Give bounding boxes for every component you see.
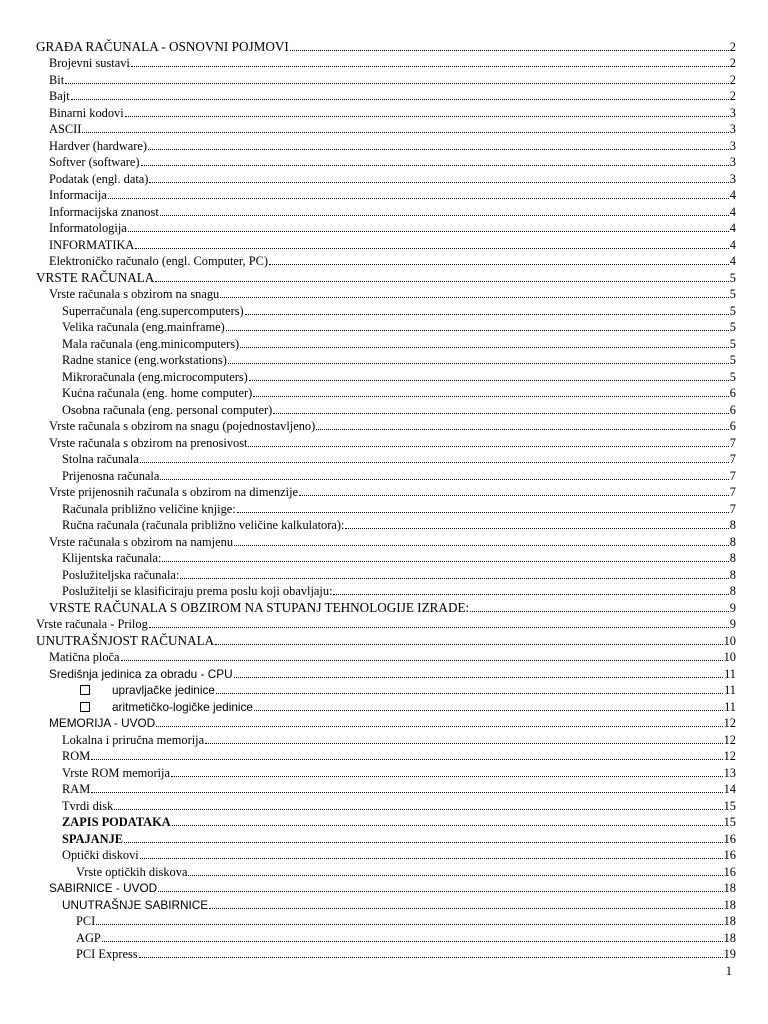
- toc-entry-text: Kućna računala (eng. home computer): [62, 386, 253, 400]
- toc-entry-link[interactable]: [49, 69, 736, 87]
- toc-entry-link[interactable]: [62, 349, 736, 367]
- toc-entry-link[interactable]: [62, 795, 736, 813]
- table-of-contents: [0, 37, 768, 961]
- dot-leader: [172, 811, 723, 826]
- dot-leader: [149, 168, 728, 183]
- toc-entry-text: Poslužiteljska računala:: [62, 567, 180, 582]
- dot-leader: [135, 234, 728, 249]
- toc-entry-link[interactable]: [49, 217, 736, 235]
- dot-leader: [226, 316, 729, 331]
- dot-leader: [220, 283, 729, 298]
- dot-leader: [253, 382, 729, 397]
- toc-entry-text: Mikroračunala (eng.microcomputers): [62, 369, 248, 384]
- toc-entry-page: 4: [729, 221, 736, 235]
- toc-entry-link[interactable]: [62, 580, 736, 598]
- toc-entry-text: Bajt: [49, 89, 70, 103]
- toc-entry-text: Računala približno veličine knjige:: [62, 501, 236, 516]
- toc-entry-page: 7: [729, 485, 736, 499]
- toc-entry-page: 3: [729, 138, 736, 153]
- toc-entry-link[interactable]: [76, 910, 736, 928]
- dot-leader: [128, 217, 729, 232]
- toc-entry-link[interactable]: [49, 184, 736, 202]
- dot-leader: [140, 844, 723, 859]
- toc-entry-link[interactable]: [49, 168, 736, 186]
- toc-entry-page: 5: [729, 270, 736, 285]
- toc-entry-text: UNUTRAŠNJE SABIRNICE: [62, 897, 209, 912]
- toc-entry-page: 11: [724, 666, 736, 681]
- toc-entry-text: Klijentska računala:: [62, 551, 162, 565]
- toc-entry-text: Hardver (hardware): [49, 138, 148, 153]
- toc-entry-link[interactable]: [62, 300, 736, 318]
- toc-entry-link[interactable]: [49, 481, 736, 499]
- toc-entry-page: 9: [729, 617, 736, 631]
- dot-leader: [205, 729, 723, 744]
- dot-leader: [162, 547, 728, 562]
- toc-entry-page: 6: [729, 402, 736, 417]
- toc-entry-link[interactable]: [36, 36, 736, 54]
- toc-entry-link[interactable]: [36, 267, 736, 285]
- toc-entry-text: PCI Express: [76, 947, 138, 961]
- dot-leader: [254, 696, 723, 711]
- dot-leader: [65, 69, 729, 84]
- toc-entry-text: RAM: [62, 782, 91, 796]
- toc-entry-text: Ručna računala (računala približno veličine kalkulatora):: [62, 518, 345, 532]
- toc-entry-text: Vrste prijenosnih računala s obzirom na dimenzije: [49, 485, 299, 499]
- toc-entry-text: UNUTRAŠNJOST RAČUNALA: [36, 632, 215, 648]
- toc-entry-text: Radne stanice (eng.workstations): [62, 353, 227, 367]
- toc-entry-text: Mala računala (eng.minicomputers): [62, 336, 240, 351]
- toc-entry-text: VRSTE RAČUNALA S OBZIROM NA STUPANJ TEHNOLOGIJE IZRADE:: [49, 599, 470, 615]
- toc-entry-page: 6: [729, 386, 736, 400]
- toc-entry-link[interactable]: [62, 333, 736, 351]
- toc-entry-text: Lokalna i priručna memorija: [62, 732, 205, 747]
- toc-entry-link[interactable]: [80, 679, 736, 697]
- dot-leader: [149, 613, 729, 628]
- toc-entry-page: 3: [729, 155, 736, 169]
- toc-entry-page: 18: [723, 914, 736, 928]
- toc-entry-link[interactable]: [62, 547, 736, 565]
- toc-entry-text: Superračunala (eng.supercomputers): [62, 303, 244, 318]
- toc-entry-link[interactable]: [62, 316, 736, 334]
- toc-entry-link[interactable]: [49, 201, 736, 219]
- toc-entry-text: Vrste računala s obzirom na snagu (pojednostavljeno): [49, 419, 316, 433]
- toc-entry-page: 15: [723, 815, 736, 829]
- dot-leader: [269, 250, 729, 265]
- dot-leader: [139, 943, 723, 958]
- toc-entry-page: 7: [729, 468, 736, 483]
- toc-entry-page: 3: [729, 105, 736, 120]
- dot-leader: [102, 927, 723, 942]
- toc-entry-text: aritmetičko-logičke jedinice: [112, 699, 253, 714]
- toc-entry-link[interactable]: [49, 250, 736, 268]
- toc-entry-link[interactable]: [76, 943, 736, 961]
- toc-entry-page: 7: [729, 501, 736, 516]
- dot-leader: [160, 465, 728, 480]
- toc-entry-link[interactable]: [62, 366, 736, 384]
- toc-entry-text: ROM: [62, 749, 91, 763]
- dot-leader: [234, 531, 729, 546]
- dot-leader: [345, 514, 728, 529]
- dot-leader: [108, 184, 729, 199]
- toc-entry-page: 5: [729, 336, 736, 351]
- toc-entry-link[interactable]: [62, 498, 736, 516]
- toc-entry-link[interactable]: [49, 646, 736, 664]
- toc-entry-text: Prijenosna računala: [62, 468, 160, 483]
- page-number: 1: [725, 964, 732, 978]
- dot-leader: [290, 36, 729, 51]
- dot-leader: [91, 778, 722, 793]
- dot-leader: [237, 498, 729, 513]
- toc-entry-link[interactable]: [62, 745, 736, 763]
- toc-entry-page: 18: [723, 930, 736, 945]
- dot-leader: [180, 564, 728, 579]
- toc-entry-text: PCI: [76, 914, 96, 928]
- toc-entry-page: 4: [729, 237, 736, 252]
- toc-entry-link[interactable]: [62, 465, 736, 483]
- toc-entry-text: GRAĐA RAČUNALA - OSNOVNI POJMOVI: [36, 38, 289, 54]
- toc-entry-text: Elektroničko računalo (engl. Computer, PC): [49, 254, 269, 268]
- toc-entry-page: 9: [729, 600, 736, 615]
- toc-entry-text: Vrste računala s obzirom na namjenu: [49, 534, 234, 549]
- toc-entry-link[interactable]: [49, 151, 736, 169]
- dot-leader: [273, 399, 729, 414]
- toc-entry-text: Softver (software): [49, 155, 140, 169]
- dot-leader: [216, 679, 723, 694]
- toc-entry-text: Podatak (engl. data): [49, 171, 149, 186]
- toc-entry-link[interactable]: [49, 663, 736, 681]
- toc-entry-page: 2: [729, 89, 736, 103]
- toc-entry-page: 10: [723, 633, 736, 648]
- toc-entry-page: 18: [723, 897, 736, 912]
- toc-entry-text: SPAJANJE: [62, 831, 124, 846]
- toc-entry-page: 6: [729, 419, 736, 433]
- toc-entry-page: 10: [723, 650, 736, 664]
- toc-entry-page: 5: [729, 320, 736, 334]
- toc-entry-page: 5: [729, 287, 736, 301]
- toc-entry-link[interactable]: [49, 531, 736, 549]
- toc-entry-link[interactable]: [49, 712, 736, 730]
- dot-leader: [124, 828, 723, 843]
- toc-entry-page: 5: [729, 353, 736, 367]
- toc-entry-text: SABIRNICE - UVOD: [49, 881, 158, 895]
- toc-entry-link[interactable]: [49, 102, 736, 120]
- toc-entry-text: Optički diskovi: [62, 848, 139, 862]
- toc-entry-link[interactable]: [62, 448, 736, 466]
- dot-leader: [148, 135, 729, 150]
- toc-entry-text: Vrste ROM memorija: [62, 765, 171, 780]
- toc-entry-text: MEMORIJA - UVOD: [49, 716, 156, 730]
- toc-entry-link[interactable]: [49, 877, 736, 895]
- toc-entry-text: VRSTE RAČUNALA: [36, 269, 155, 285]
- dot-leader: [160, 201, 729, 216]
- toc-entry-link[interactable]: [62, 564, 736, 582]
- toc-entry-page: 12: [723, 716, 736, 730]
- dot-leader: [209, 894, 722, 909]
- toc-entry-link[interactable]: [76, 861, 736, 879]
- toc-entry-link[interactable]: [80, 696, 736, 714]
- toc-entry-text: AGP: [76, 930, 101, 945]
- toc-entry-page: 5: [729, 369, 736, 384]
- toc-entry-link[interactable]: [49, 234, 736, 252]
- toc-entry-link[interactable]: [36, 630, 736, 648]
- toc-entry[interactable]: [0, 945, 768, 962]
- toc-entry-text: Velika računala (eng.mainframe): [62, 320, 225, 334]
- toc-entry-text: Stolna računala: [62, 452, 139, 466]
- bullet-icon: [80, 702, 90, 712]
- dot-leader: [82, 118, 728, 133]
- toc-entry-page: 14: [723, 782, 736, 796]
- toc-entry-text: Bit: [49, 72, 65, 87]
- dot-leader: [71, 85, 729, 100]
- dot-leader: [215, 630, 722, 645]
- toc-entry-text: Tvrdi disk: [62, 798, 114, 813]
- toc-entry-text: Vrste računala s obzirom na prenosivost: [49, 435, 248, 450]
- dot-leader: [96, 910, 722, 925]
- toc-entry-page: 8: [729, 551, 736, 565]
- dot-leader: [249, 366, 729, 381]
- toc-entry-text: INFORMATIKA: [49, 237, 135, 252]
- toc-entry-page: 12: [723, 749, 736, 763]
- toc-entry-link[interactable]: [62, 382, 736, 400]
- toc-entry-page: 4: [729, 254, 736, 268]
- toc-entry-text: Osobna računala (eng. personal computer): [62, 402, 273, 417]
- dot-leader: [333, 580, 728, 595]
- toc-entry-page: 12: [723, 732, 736, 747]
- toc-entry-page: 2: [729, 72, 736, 87]
- toc-entry-page: 19: [723, 947, 736, 961]
- toc-entry-text: Poslužitelji se klasificiraju prema poslu koji obavljaju:: [62, 584, 333, 598]
- toc-entry-link[interactable]: [49, 85, 736, 103]
- toc-entry-link[interactable]: [49, 283, 736, 301]
- toc-entry-text: Vrste optičkih diskova: [76, 864, 188, 879]
- toc-entry-link[interactable]: [62, 828, 736, 846]
- toc-entry-text: upravljačke jedinice: [112, 683, 215, 697]
- dot-leader: [470, 597, 729, 612]
- toc-entry-text: ZAPIS PODATAKA: [62, 815, 171, 829]
- toc-entry-link[interactable]: [62, 514, 736, 532]
- toc-entry-page: 11: [724, 699, 736, 714]
- toc-entry-link[interactable]: [76, 927, 736, 945]
- dot-leader: [299, 481, 729, 496]
- toc-entry-link[interactable]: [62, 844, 736, 862]
- dot-leader: [248, 432, 728, 447]
- toc-entry-page: 3: [729, 122, 736, 136]
- dot-leader: [228, 349, 729, 364]
- dot-leader: [121, 646, 723, 661]
- toc-entry-page: 4: [729, 188, 736, 202]
- toc-entry-link[interactable]: [62, 729, 736, 747]
- toc-entry-page: 18: [723, 881, 736, 895]
- dot-leader: [125, 102, 729, 117]
- toc-entry-page: 2: [729, 39, 736, 54]
- toc-entry-link[interactable]: [49, 118, 736, 136]
- toc-entry-text: Matična ploča: [49, 650, 120, 664]
- toc-entry-link[interactable]: [49, 415, 736, 433]
- bullet-icon: [80, 685, 90, 695]
- dot-leader: [234, 663, 723, 678]
- toc-entry-page: 4: [729, 204, 736, 219]
- toc-entry-text: Vrste računala s obzirom na snagu: [49, 287, 220, 301]
- toc-entry-link[interactable]: [62, 811, 736, 829]
- toc-entry-text: Brojevni sustavi: [49, 56, 130, 70]
- toc-entry-page: 7: [729, 452, 736, 466]
- dot-leader: [171, 762, 723, 777]
- toc-entry-text: Informacijska znanost: [49, 204, 159, 219]
- toc-entry-text: Vrste računala - Prilog: [36, 617, 148, 631]
- toc-entry-page: 8: [729, 518, 736, 532]
- dot-leader: [131, 52, 729, 67]
- toc-entry-link[interactable]: [49, 597, 736, 615]
- toc-entry-text: Informacija: [49, 188, 107, 202]
- toc-entry-link[interactable]: [36, 613, 736, 631]
- toc-entry-page: 11: [724, 683, 736, 697]
- dot-leader: [141, 151, 729, 166]
- dot-leader: [245, 300, 729, 315]
- toc-entry-link[interactable]: [62, 894, 736, 912]
- dot-leader: [91, 745, 722, 760]
- toc-entry-text: Središnja jedinica za obradu - CPU: [49, 666, 233, 681]
- toc-entry-page: 15: [723, 798, 736, 813]
- dot-leader: [188, 861, 722, 876]
- toc-entry-link[interactable]: [49, 432, 736, 450]
- toc-entry-link[interactable]: [62, 399, 736, 417]
- toc-entry-page: 13: [723, 765, 736, 780]
- toc-entry-page: 7: [729, 435, 736, 450]
- toc-entry-page: 5: [729, 303, 736, 318]
- dot-leader: [316, 415, 729, 430]
- dot-leader: [240, 333, 729, 348]
- toc-entry-link[interactable]: [62, 762, 736, 780]
- toc-entry-page: 3: [729, 171, 736, 186]
- toc-entry-link[interactable]: [62, 778, 736, 796]
- toc-entry-page: 8: [729, 567, 736, 582]
- toc-entry-text: ASCII: [49, 122, 82, 136]
- toc-entry-title: [76, 947, 138, 961]
- toc-entry-page: 16: [723, 831, 736, 846]
- toc-entry-link[interactable]: [49, 52, 736, 70]
- dot-leader: [155, 267, 728, 282]
- toc-entry-page: 8: [729, 584, 736, 598]
- dot-leader: [156, 712, 722, 727]
- toc-entry-page: 2: [729, 56, 736, 70]
- dot-leader: [158, 877, 722, 892]
- dot-leader: [140, 448, 729, 463]
- toc-entry-page: 16: [723, 848, 736, 862]
- dot-leader: [114, 795, 722, 810]
- toc-entry-page: 8: [729, 534, 736, 549]
- toc-entry-text: Binarni kodovi: [49, 105, 124, 120]
- toc-entry-text: Informatologija: [49, 221, 127, 235]
- toc-entry-link[interactable]: [49, 135, 736, 153]
- toc-entry-page: 16: [723, 864, 736, 879]
